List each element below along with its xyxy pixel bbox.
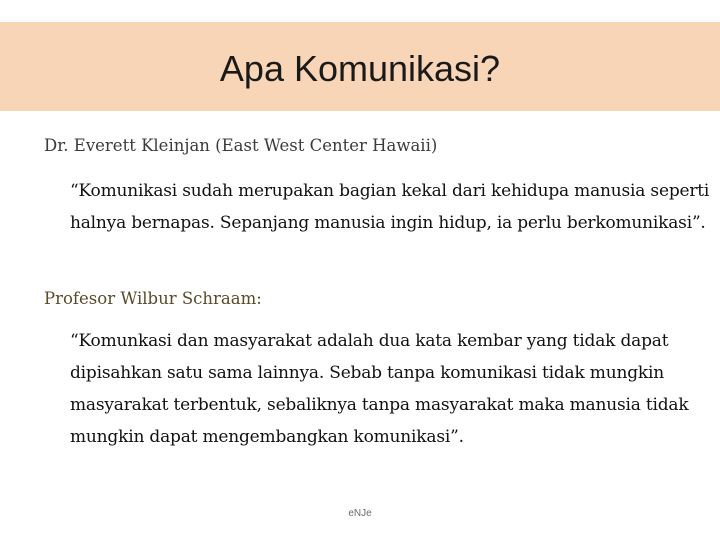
quote-schraam: “Komunkasi dan masyarakat adalah dua kata kembar yang tidak dapat dipisahkan satu sama lainnya. Sebab tanpa komunikasi tidak mungkin masyarakat terbentuk, sebaliknya tanpa masyarakat maka manusia tidak mungkin dapat mengembangkan komunikasi”. — [70, 331, 689, 447]
footer-label: eNJe — [348, 508, 372, 519]
slide-title: Apa Komunikasi? — [219, 47, 501, 89]
title-band — [0, 22, 720, 111]
speaker-schraam: Profesor Wilbur Schraam: — [44, 289, 262, 308]
quote-kleinjan: “Komunikasi sudah merupakan bagian kekal dari kehidupa manusia seperti halnya bernapas. Sepanjang manusia ingin hidup, ia perlu berkomunikasi”. — [70, 181, 710, 233]
speaker-kleinjan: Dr. Everett Kleinjan (East West Center Hawaii) — [44, 136, 438, 155]
